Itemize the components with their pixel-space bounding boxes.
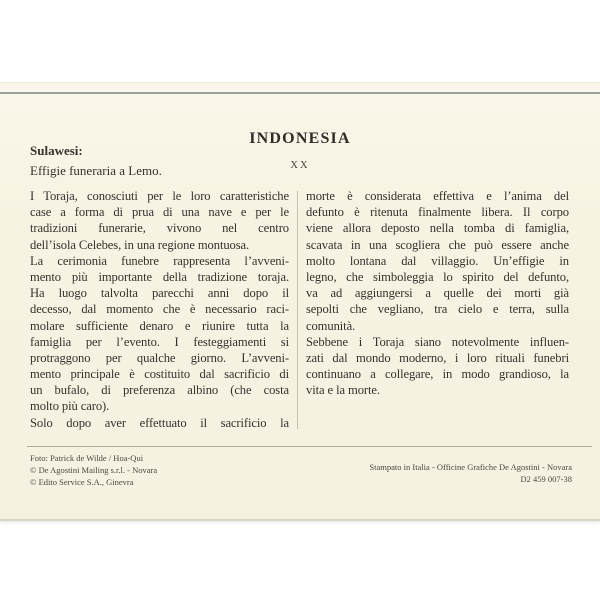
text-line: La cerimonia funebre rappresenta l’avveni- xyxy=(30,253,289,268)
text-line: decesso, dal momento che è necessario raci- xyxy=(30,302,289,317)
text-line: molto più caro). xyxy=(30,399,110,414)
header-rule xyxy=(0,92,600,94)
text-line: zati dal mondo moderno, i loro rituali funebri xyxy=(306,350,569,365)
body-right-column xyxy=(306,188,569,398)
text-line: Stampato in Italia - Officine Grafiche De Agostini - Novara xyxy=(369,462,572,472)
text-line: protraggono per qualche giorno. L’avveni- xyxy=(30,350,289,365)
text-line: defunto è ritenuta finalmente libera. Il corpo xyxy=(306,205,569,220)
text-line: © Edito Service S.A., Ginevra xyxy=(30,477,134,487)
text-line: sepolti che vegliano, tra cielo e terra, sulla xyxy=(306,302,569,317)
text-line: viene allora deposto nella tomba di famiglia, xyxy=(306,221,569,236)
text-line: Sebbene i Toraja siano notevolmente influen- xyxy=(306,334,569,349)
footer-print-info xyxy=(369,461,572,485)
footer-credits xyxy=(30,452,157,488)
body-left-column xyxy=(30,188,289,431)
text-line: case a forma di prua di una nave e per le xyxy=(30,205,289,220)
collector-card xyxy=(0,82,600,521)
text-line: dell’isola Celebes, in una regione montuosa. xyxy=(30,237,250,252)
card-title: INDONESIA xyxy=(249,130,351,147)
text-line: D2 459 007-38 xyxy=(520,474,572,484)
column-divider xyxy=(297,191,298,429)
text-line: legno, che simboleggia lo spirito del defunto, xyxy=(306,269,569,284)
text-line: Ha luogo talvolta parecchi anni dopo il xyxy=(30,286,289,301)
text-line: Foto: Patrick de Wilde / Hoa-Qui xyxy=(30,453,144,463)
text-line: tradizioni funerarie, vivono nel centro xyxy=(30,221,289,236)
footer-rule xyxy=(27,446,592,447)
text-line: molto lontana dal villaggio. Un’effigie in xyxy=(306,253,569,268)
text-line: Solo dopo aver effettuato il sacrificio la xyxy=(30,415,289,430)
text-line: © De Agostini Mailing s.r.l. - Novara xyxy=(30,465,158,475)
text-line: mento più importante della tradizione toraja. xyxy=(30,269,289,284)
text-line: continuano a collegare, in modo grandioso, la xyxy=(306,367,569,382)
text-line: comunità. xyxy=(306,318,356,333)
text-line: va ad aggiungersi a quelle dei morti già xyxy=(306,286,569,301)
card-number: XX xyxy=(290,160,310,171)
text-line: un bufalo, di preferenza albino (che costa xyxy=(30,383,289,398)
text-line: molare sufficiente denaro e riunire tutta la xyxy=(30,318,289,333)
text-line: morte è considerata effettiva e l’anima del xyxy=(306,189,569,203)
text-line: scavata in una scogliera che può essere anche xyxy=(306,237,569,252)
text-line: famiglia per l’evento. I festeggiamenti si xyxy=(30,334,289,349)
photo-caption: Effigie funeraria a Lemo. xyxy=(30,163,162,178)
text-line: mento principale è costituito dal sacrificio di xyxy=(30,367,289,382)
text-line: vita e la morte. xyxy=(306,383,380,398)
region-label: Sulawesi: xyxy=(30,143,83,158)
text-line: I Toraja, conosciuti per le loro caratteristiche xyxy=(30,189,289,203)
